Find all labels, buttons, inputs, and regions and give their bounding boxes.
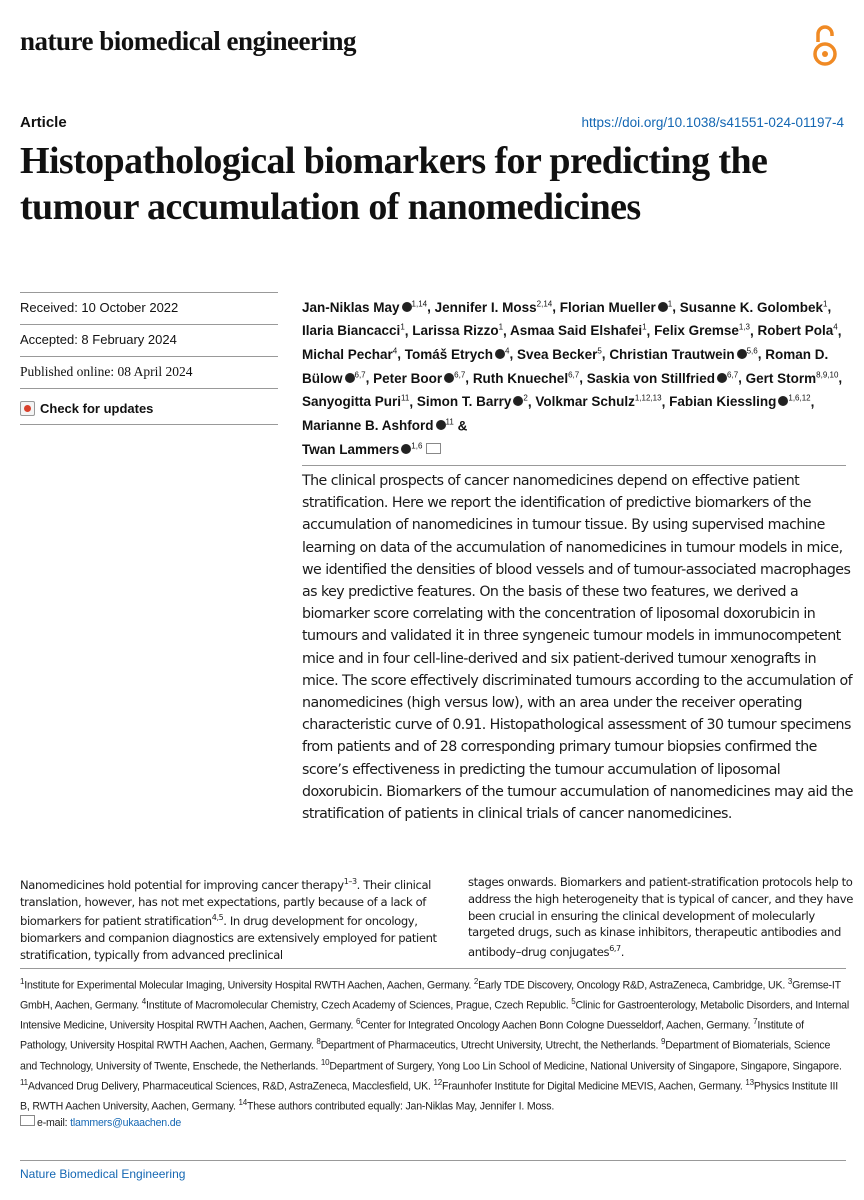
affiliation-text: Advanced Drug Delivery, Pharmaceutical Sciences, R&D, AstraZeneca, Macclesfield, UK. xyxy=(27,1080,434,1093)
body-text-run: . xyxy=(620,945,625,960)
body-text-run: . In drug development for oncology, biomarkers and companion diagnostics are extensively employed for patient stratification, typically from advanced preclinical xyxy=(20,914,437,962)
author-name: Florian Mueller xyxy=(559,299,656,315)
author xyxy=(302,394,409,409)
affiliation-text: Fraunhofer Institute for Digital Medicine MEVIS, Aachen, Germany. xyxy=(441,1080,746,1093)
affiliation-text: Institute of Macromolecular Chemistry, Czech Academy of Sciences, Prague, Czech Republic. xyxy=(146,999,572,1012)
check-updates-label: Check for updates xyxy=(40,400,154,416)
author-name: Saskia von Stillfried xyxy=(586,370,716,386)
author-name: Susanne K. Golombek xyxy=(679,299,824,315)
doi-link[interactable]: https://doi.org/10.1038/s41551-024-01197-4 xyxy=(581,115,844,130)
affiliation-text: Gremse-IT GmbH, Aachen, Germany. xyxy=(20,979,841,1012)
affiliation-text: Institute of Pathology, University Hospital RWTH Aachen, Aachen, Germany. xyxy=(20,1019,804,1052)
author xyxy=(302,300,427,315)
check-for-updates-button[interactable] xyxy=(20,388,278,425)
affiliation-number: 7 xyxy=(753,1017,758,1027)
author-list: Jan-Niklas May $^{1,14}$, Jennifer I. Moss$^{2,14}$, Florian Mueller $^1$, Susanne K. Golombek$^1$, Ilaria Biancacci$^1$, Larissa Rizzo$^1$, Asmaa Said Elshafei$^1$, Felix Gremse$^{1,3}$, Robert Pola$^4$, Michal Pechar$^4$, Tomáš Etrych $^4$, Svea Becker$^5$, Christian Trautwein $^{5,6}$, Roman D. Bülow $^{6,7}$, Peter Boor $^{6,7}$, Ruth Knuechel$^{6,7}$, Saskia von Stillfried $^{6,7}$, Gert Storm$^{8,9,10}$, Sanyogitta Puri$^{11}$, Simon T. Barry $^2$, Volkmar Schulz$^{1,12,13}$, Fabian Kiessling $^{1,6,12}$, Marianne B. Ashford $^{11}$ & Twan Lammers $^{1,6}$ xyxy=(302,299,843,457)
author-name: Sanyogitta Puri xyxy=(302,394,402,410)
author-affiliation-numbers: 1,6,12 xyxy=(788,393,811,403)
author-affiliation-numbers: 1,3 xyxy=(738,322,750,332)
affiliation-text: Department of Biomaterials, Science and Technology, University of Twente, Enschede, the Netherlands. xyxy=(20,1039,831,1073)
author-affiliation-numbers: 6,7 xyxy=(568,370,580,380)
affiliation-text: Institute for Experimental Molecular Imaging, University Hospital RWTH Aachen, Aachen, Germany. xyxy=(24,979,474,992)
author xyxy=(405,347,510,362)
affiliations xyxy=(20,974,850,1131)
affiliation-text: Department of Surgery, Yong Loo Lin School of Medicine, National University of Singapore, Singapore, Singapore. xyxy=(329,1060,842,1073)
author xyxy=(517,347,602,362)
author xyxy=(680,300,828,315)
author-affiliation-numbers: 6,7 xyxy=(354,370,366,380)
affiliation-number: 8 xyxy=(316,1037,321,1047)
author-name: Ilaria Biancacci xyxy=(302,323,401,339)
author-affiliation-numbers: 1 xyxy=(498,322,504,332)
author-ampersand: & xyxy=(457,418,468,434)
body-text-left-column xyxy=(20,874,438,964)
affiliation-text: Department of Pharmaceutics, Utrecht University, Utrecht, the Netherlands. xyxy=(320,1039,662,1052)
author-affiliation-numbers: 11 xyxy=(445,417,454,427)
author xyxy=(302,442,441,457)
author-affiliation-numbers: 1 xyxy=(823,299,828,308)
author-affiliation-numbers: 1 xyxy=(667,299,673,308)
author-name: Svea Becker xyxy=(517,346,598,362)
affiliation-number: 9 xyxy=(661,1037,666,1047)
author xyxy=(473,371,579,386)
affiliations-divider xyxy=(20,968,846,969)
author-affiliation-numbers: 8,9,10 xyxy=(816,370,839,380)
author xyxy=(510,323,647,338)
author-name: Fabian Kiessling xyxy=(669,394,777,410)
author-name: Marianne B. Ashford xyxy=(302,418,434,434)
author-name: Tomáš Etrych xyxy=(404,346,494,362)
orcid-icon xyxy=(444,373,454,383)
author xyxy=(535,394,661,409)
author xyxy=(412,323,503,338)
envelope-icon xyxy=(20,1115,35,1126)
author xyxy=(758,323,838,338)
affiliation-number: 14 xyxy=(238,1097,247,1107)
affiliation-number: 4 xyxy=(141,997,147,1007)
author xyxy=(302,418,454,433)
affiliation-number: 10 xyxy=(320,1057,330,1067)
author-affiliation-numbers: 2,14 xyxy=(536,299,553,308)
abstract-divider xyxy=(302,465,846,466)
author xyxy=(373,371,465,386)
affiliation-text: Early TDE Discovery, Oncology R&D, AstraZeneca, Cambridge, UK. xyxy=(478,979,788,992)
author-name: Twan Lammers xyxy=(302,441,400,457)
body-text-run: . Their clinical translation, however, has not met expectations, partly because of a lack of biomarkers for patient stratification xyxy=(20,877,431,929)
author-name: Peter Boor xyxy=(373,370,443,386)
author xyxy=(302,323,405,338)
author xyxy=(609,347,757,362)
orcid-icon xyxy=(345,373,355,383)
body-text-right-column xyxy=(468,874,853,961)
author xyxy=(302,347,397,362)
published-date: Published online: 08 April 2024 xyxy=(20,356,278,388)
author-affiliation-numbers: 4 xyxy=(833,322,838,332)
author-name: Jan-Niklas May xyxy=(302,299,400,315)
author-name: Felix Gremse xyxy=(654,323,739,339)
author-affiliation-numbers: 6,7 xyxy=(727,370,739,380)
author-affiliation-numbers: 1,14 xyxy=(411,299,428,308)
article-type: Article xyxy=(20,114,67,131)
check-updates-icon xyxy=(20,401,35,416)
affiliation-number: 11 xyxy=(20,1077,28,1087)
author-name: Roman D. Bülow xyxy=(302,346,829,386)
orcid-icon xyxy=(778,396,788,406)
author-name: Asmaa Said Elshafei xyxy=(510,323,643,339)
orcid-icon xyxy=(658,302,668,312)
footer-divider xyxy=(20,1160,846,1161)
author-name: Gert Storm xyxy=(745,370,817,386)
citation-ref: 1–3 xyxy=(343,877,357,886)
author-name: Simon T. Barry xyxy=(416,394,512,410)
author-affiliation-numbers: 1,12,13 xyxy=(634,393,662,403)
body-text-run: Nanomedicines hold potential for improving cancer therapy xyxy=(20,877,344,892)
author-affiliation-numbers: 6,7 xyxy=(454,370,466,380)
orcid-icon xyxy=(402,302,412,312)
author-name: Christian Trautwein xyxy=(609,346,735,362)
author-name: Jennifer I. Moss xyxy=(434,299,537,315)
author-name: Michal Pechar xyxy=(302,346,393,362)
author xyxy=(560,300,672,315)
accepted-date: Accepted: 8 February 2024 xyxy=(20,324,278,356)
citation-ref: 6,7 xyxy=(609,944,621,954)
orcid-icon xyxy=(717,373,727,383)
affiliation-number: 3 xyxy=(787,977,793,986)
affiliation-number: 13 xyxy=(745,1077,754,1087)
affiliation-number: 6 xyxy=(355,1017,361,1027)
author xyxy=(587,371,738,386)
orcid-icon xyxy=(401,444,411,454)
orcid-icon xyxy=(513,396,523,406)
author xyxy=(746,371,839,386)
article-title: Histopathological biomarkers for predicting the tumour accumulation of nanomedicines xyxy=(20,140,768,228)
footer-journal-name: Nature Biomedical Engineering xyxy=(20,1167,186,1181)
author-affiliation-numbers: 5,6 xyxy=(746,346,758,356)
affiliation-number: 2 xyxy=(473,977,479,986)
author-affiliation-numbers: 2 xyxy=(523,393,528,403)
author xyxy=(669,394,811,409)
author-name: Volkmar Schulz xyxy=(535,394,635,410)
envelope-icon xyxy=(426,443,441,454)
affiliation-number: 5 xyxy=(571,997,576,1007)
orcid-icon xyxy=(737,349,747,359)
author-name: Ruth Knuechel xyxy=(472,370,569,386)
affiliation-text: These authors contributed equally: Jan-Niklas May, Jennifer I. Moss. xyxy=(246,1100,555,1113)
received-date: Received: 10 October 2022 xyxy=(20,292,278,324)
author xyxy=(654,323,750,338)
affiliation-number: 12 xyxy=(433,1077,442,1087)
affiliation-text: Clinic for Gastroenterology, Metabolic Disorders, and Internal Intensive Medicine, University Hospital RWTH Aachen, Aachen, Germany. xyxy=(20,999,850,1032)
author-affiliation-numbers: 1 xyxy=(642,322,647,332)
author-name: Robert Pola xyxy=(757,323,834,339)
author-affiliation-numbers: 1,6 xyxy=(411,441,423,451)
author-name: Larissa Rizzo xyxy=(412,323,499,339)
author-affiliation-numbers: 5 xyxy=(597,346,602,356)
author xyxy=(435,300,553,315)
email-label: e-mail: xyxy=(37,1116,71,1129)
orcid-icon xyxy=(436,420,446,430)
journal-name: nature biomedical engineering xyxy=(20,26,356,56)
affiliation-text: Center for Integrated Oncology Aachen Bonn Cologne Duesseldorf, Aachen, Germany. xyxy=(360,1019,754,1032)
author-affiliation-numbers: 11 xyxy=(401,393,410,403)
author-affiliation-numbers: 1 xyxy=(400,322,405,332)
author xyxy=(417,394,528,409)
email-link[interactable]: tlammers@ukaachen.de xyxy=(70,1116,182,1129)
abstract: The clinical prospects of cancer nanomedicines depend on effective patient stratification. Here we report the identification of predictive biomarkers of the accumulation of nanomedicines in tumour tissue. By using supervised machine learning on data of the accumulation of nanomedicines in tumour models in mice, we identified the densities of blood vessels and of tumour-associated macrophages as key predictive features. On the basis of these two features, we derived a biomarker score correlating with the concentration of liposomal doxorubicin in tumours and validated it in three syngeneic tumour models in immunocompetent mice and in four cell-line-derived and six patient-derived tumour xenografts in mice. The score effectively discriminated tumours according to the accumulation of nanomedicines (high versus low), with an area under the receiver operating characteristic curve of 0.91. Histopathological assessment of 30 tumour specimens from patients and of 28 corresponding primary tumour biopsies confirmed the score’s effectiveness in predicting the tumour accumulation of liposomal doxorubicin. Biomarkers of the tumour accumulation of nanomedicines may aid the stratification of patients in clinical trials of cancer nanomedicines. xyxy=(302,473,853,823)
affiliation-text: Physics Institute III B, RWTH Aachen University, Aachen, Germany. xyxy=(20,1080,838,1113)
citation-ref: 4,5 xyxy=(211,913,224,923)
open-access-icon xyxy=(810,22,840,70)
author-affiliation-numbers: 4 xyxy=(505,346,510,356)
author-affiliation-numbers: 4 xyxy=(392,346,398,356)
affiliation-number: 1 xyxy=(20,977,25,986)
orcid-icon xyxy=(495,349,505,359)
body-text-run: stages onwards. Biomarkers and patient-stratification protocols help to address the high heterogeneity that is typical of cancer, and they have been crucial in ensuring the clinical development of molecularly targeted drugs, such as kinase inhibitors, therapeutic antibodies and antibody–drug conjugates xyxy=(468,875,853,960)
